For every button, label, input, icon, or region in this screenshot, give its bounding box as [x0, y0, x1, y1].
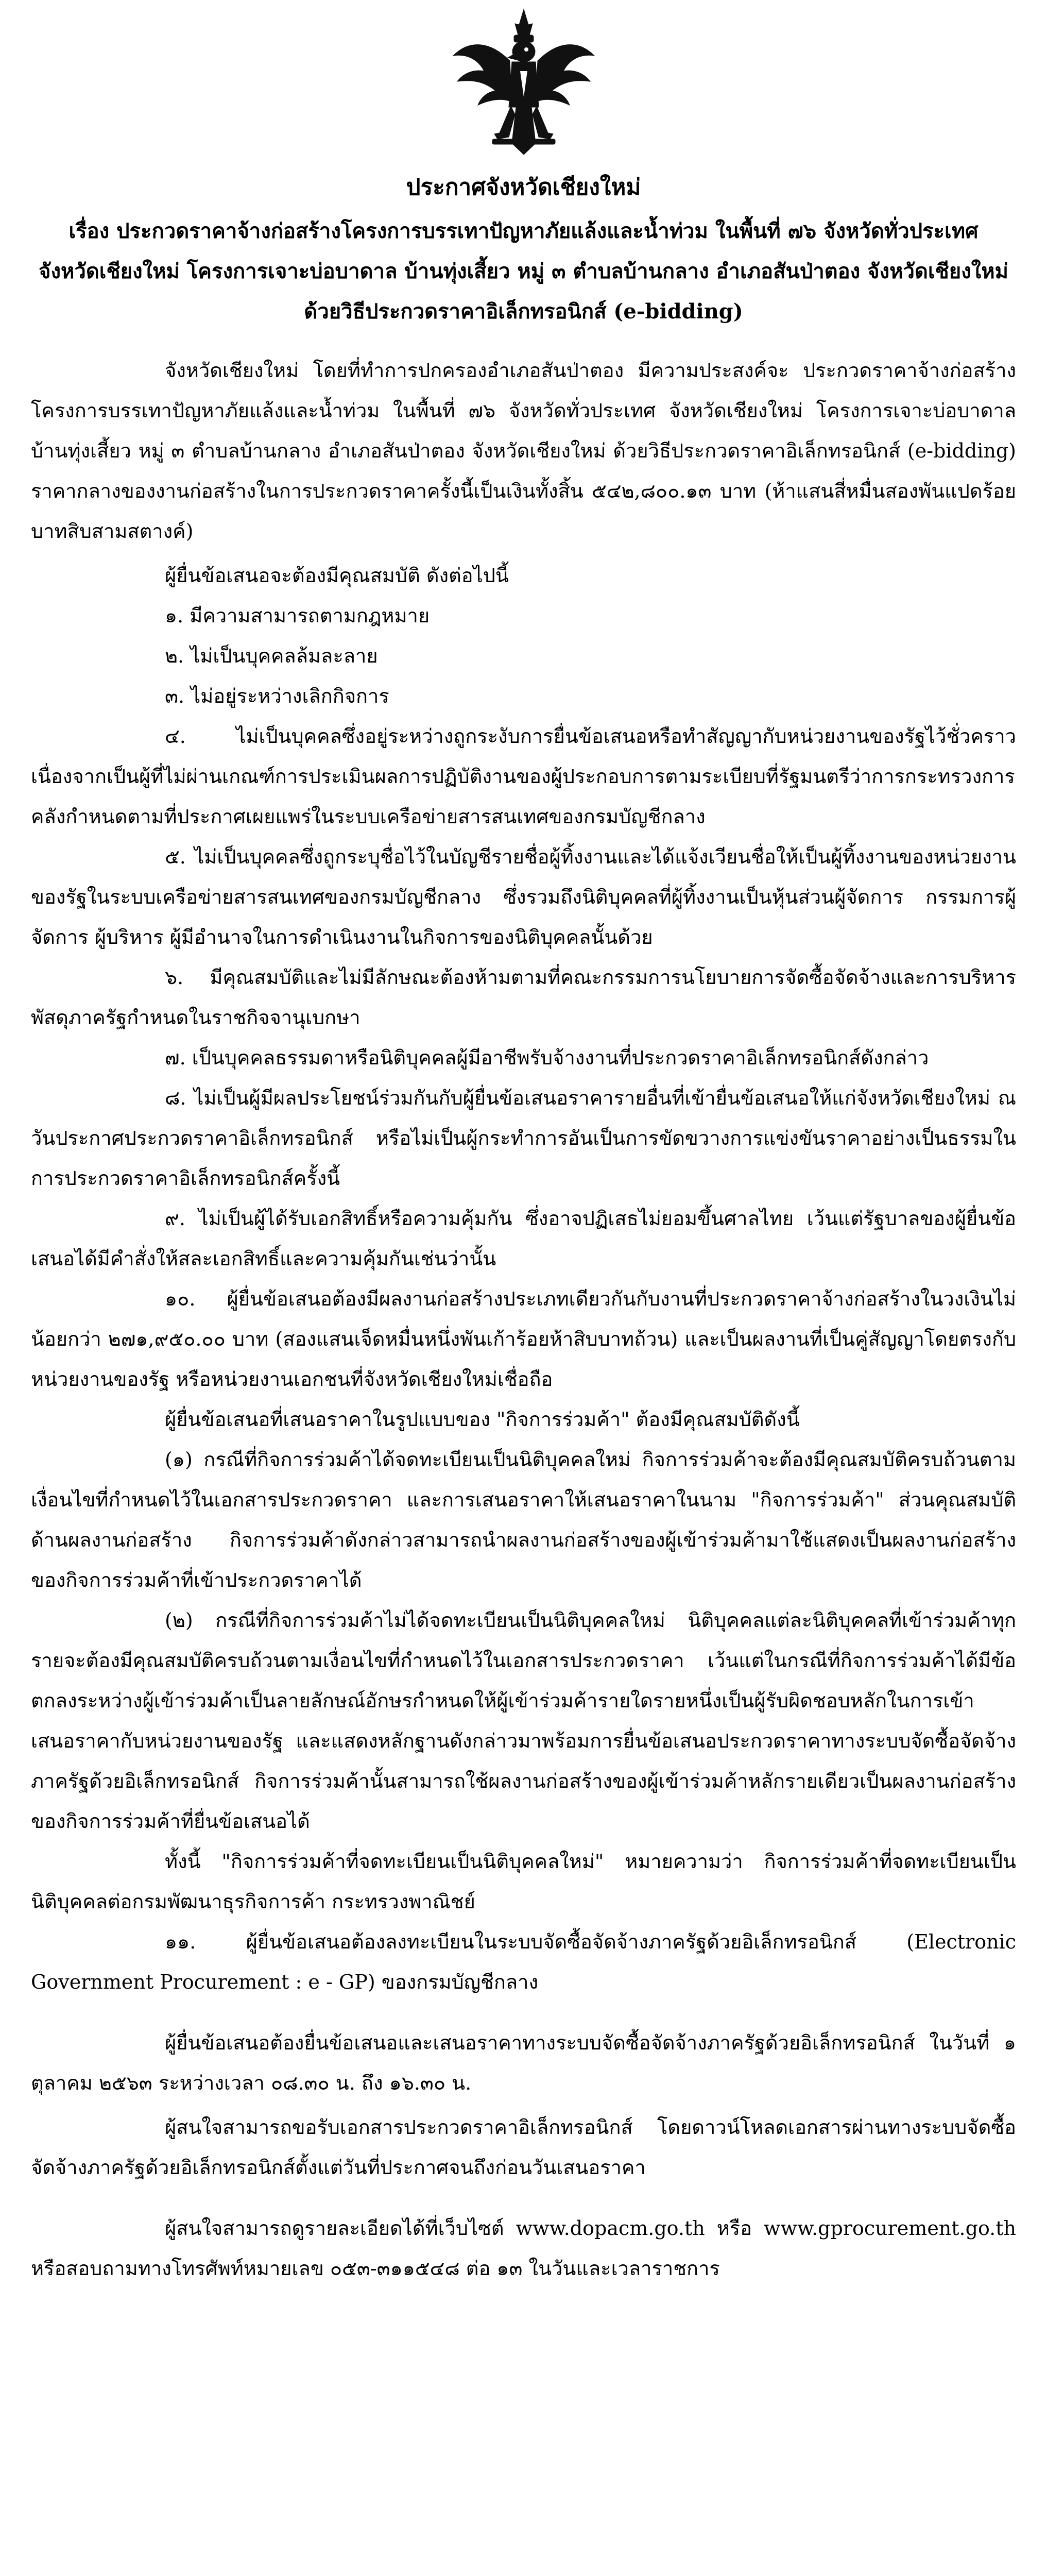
announcement-body	[31, 350, 1016, 2289]
joint-venture-definition: ทั้งนี้ "กิจการร่วมค้าที่จดทะเบียนเป็นนิติบุคคลใหม่" หมายความว่า กิจการร่วมค้าที่จดทะเบียนเป็นนิติบุคคลต่อกรมพัฒนาธุรกิจการค้า กระทรวงพาณิชย์	[31, 1850, 1016, 1913]
garuda-emblem-icon	[448, 4, 599, 159]
qualification-item-8: ๘. ไม่เป็นผู้มีผลประโยชน์ร่วมกันกับผู้ยื่นข้อเสนอราคารายอื่นที่เข้ายื่นข้อเสนอให้แก่จังหวัดเชียงใหม่ ณ วันประกาศประกวดราคาอิเล็กทรอนิกส์ หรือไม่เป็นผู้กระทำการอันเป็นการขัดขวางการแข่งขันราคาอย่างเป็นธรรมในการประกวดราคาอิเล็กทรอนิกส์ครั้งนี้	[31, 1087, 1016, 1190]
qualification-item-6: ๖. มีคุณสมบัติและไม่มีลักษณะต้องห้ามตามที่คณะกรรมการนโยบายการจัดซื้อจัดจ้างและการบริหารพัสดุภาครัฐกำหนดในราชกิจจานุเบกษา	[31, 966, 1016, 1029]
subject-line-3: ด้วยวิธีประกวดราคาอิเล็กทรอนิกส์ (e-bidding)	[304, 299, 743, 324]
joint-venture-item-1: (๑) กรณีที่กิจการร่วมค้าได้จดทะเบียนเป็นนิติบุคคลใหม่ กิจการร่วมค้าจะต้องมีคุณสมบัติครบถ้วนตามเงื่อนไขที่กำหนดไว้ในเอกสารประกวดราคา และการเสนอราคาให้เสนอราคาในนาม "กิจการร่วมค้า" ส่วนคุณสมบัติด้านผลงานก่อสร้าง กิจการร่วมค้าดังกล่าวสามารถนำผลงานก่อสร้างของผู้เข้าร่วมค้ามาใช้แสดงเป็นผลงานก่อสร้างของกิจการร่วมค้าที่เข้าประกวดราคาได้	[31, 1448, 1016, 1591]
qualification-item-4: ๔. ไม่เป็นบุคคลซึ่งอยู่ระหว่างถูกระงับการยื่นข้อเสนอหรือทำสัญญากับหน่วยงานของรัฐไว้ชั่วคราว เนื่องจากเป็นผู้ที่ไม่ผ่านเกณฑ์การประเมินผลการปฏิบัติงานของผู้ประกอบการตามระเบียบที่รัฐมนตรีว่าการกระทรวงการคลังกำหนดตามที่ประกาศเผยแพร่ในระบบเครือข่ายสารสนเทศของกรมบัญชีกลาง	[31, 725, 1016, 828]
announcement-subject	[31, 211, 1016, 332]
announcement-title: ประกาศจังหวัดเชียงใหม่	[406, 174, 641, 200]
contact-paragraph: ผู้สนใจสามารถดูรายละเอียดได้ที่เว็บไซต์ www.dopacm.go.th หรือ www.gprocurement.go.th หรือสอบถามทางโทรศัพท์หมายเลข ๐๕๓-๓๑๑๕๔๘ ต่อ ๑๓ ในวันและเวลาราชการ	[31, 2217, 1016, 2280]
qualification-item-11: ๑๑. ผู้ยื่นข้อเสนอต้องลงทะเบียนในระบบจัดซื้อจัดจ้างภาครัฐด้วยอิเล็กทรอนิกส์ (Electronic Government Procurement : e - GP) ของกรมบัญชีกลาง	[31, 1930, 1016, 1993]
joint-venture-heading: ผู้ยื่นข้อเสนอที่เสนอราคาในรูปแบบของ "กิจการร่วมค้า" ต้องมีคุณสมบัติดังนี้	[165, 1408, 800, 1431]
subject-line-2: จังหวัดเชียงใหม่ โครงการเจาะบ่อบาดาล บ้านทุ่งเสี้ยว หมู่ ๓ ตำบลบ้านกลาง อำเภอสันป่าตอง จังหวัดเชียงใหม่	[39, 259, 1008, 283]
qualification-item-1: ๑. มีความสามารถตามกฎหมาย	[165, 604, 430, 627]
subject-line-1: ประกวดราคาจ้างก่อสร้างโครงการบรรเทาปัญหาภัยแล้งและน้ำท่วม ในพื้นที่ ๗๖ จังหวัดทั่วประเทศ	[116, 219, 979, 243]
qualification-item-5: ๕. ไม่เป็นบุคคลซึ่งถูกระบุชื่อไว้ในบัญชีรายชื่อผู้ทิ้งงานและได้แจ้งเวียนชื่อให้เป็นผู้ทิ้งงานของหน่วยงานของรัฐในระบบเครือข่ายสารสนเทศของกรมบัญชีกลาง ซึ่งรวมถึงนิติบุคคลที่ผู้ทิ้งงานเป็นหุ้นส่วนผู้จัดการ กรรมการผู้จัดการ ผู้บริหาร ผู้มีอำนาจในการดำเนินงานในกิจการของนิติบุคคลนั้นด้วย	[31, 845, 1016, 948]
qualification-heading: ผู้ยื่นข้อเสนอจะต้องมีคุณสมบัติ ดังต่อไปนี้	[165, 564, 509, 587]
intro-paragraph: จังหวัดเชียงใหม่ โดยที่ทำการปกครองอำเภอสันป่าตอง มีความประสงค์จะ ประกวดราคาจ้างก่อสร้าง โครงการบรรเทาปัญหาภัยแล้งและน้ำท่วม ในพื้นที่ ๗๖ จังหวัดทั่วประเทศ จังหวัดเชียงใหม่ โครงการเจาะบ่อบาดาล บ้านทุ่งเสี้ยว หมู่ ๓ ตำบลบ้านกลาง อำเภอสันป่าตอง จังหวัดเชียงใหม่ ด้วยวิธีประกวดราคาอิเล็กทรอนิกส์ (e-bidding) ราคากลางของงานก่อสร้างในการประกวดราคาครั้งนี้เป็นเงินทั้งสิ้น ๕๔๒,๘๐๐.๑๓ บาท (ห้าแสนสี่หมื่นสองพันแปดร้อยบาทสิบสามสตางค์)	[31, 359, 1016, 543]
submission-paragraph: ผู้ยื่นข้อเสนอต้องยื่นข้อเสนอและเสนอราคาทางระบบจัดซื้อจัดจ้างภาครัฐด้วยอิเล็กทรอนิกส์ ในวันที่ ๑ ตุลาคม ๒๕๖๓ ระหว่างเวลา ๐๘.๓๐ น. ถึง ๑๖.๓๐ น.	[31, 2031, 1016, 2094]
qualification-item-3: ๓. ไม่อยู่ระหว่างเลิกกิจการ	[165, 685, 389, 707]
download-paragraph: ผู้สนใจสามารถขอรับเอกสารประกวดราคาอิเล็กทรอนิกส์ โดยดาวน์โหลดเอกสารผ่านทางระบบจัดซื้อจัดจ้างภาครัฐด้วยอิเล็กทรอนิกส์ตั้งแต่วันที่ประกาศจนถึงก่อนวันเสนอราคา	[31, 2116, 1016, 2179]
qualification-item-7: ๗. เป็นบุคคลธรรมดาหรือนิติบุคคลผู้มีอาชีพรับจ้างงานที่ประกวดราคาอิเล็กทรอนิกส์ดังกล่าว	[165, 1046, 929, 1069]
qualification-item-9: ๙. ไม่เป็นผู้ได้รับเอกสิทธิ์หรือความคุ้มกัน ซึ่งอาจปฏิเสธไม่ยอมขึ้นศาลไทย เว้นแต่รัฐบาลของผู้ยื่นข้อเสนอได้มีคำสั่งให้สละเอกสิทธิ์และความคุ้มกันเช่นว่านั้น	[31, 1207, 1016, 1270]
joint-venture-item-2: (๒) กรณีที่กิจการร่วมค้าไม่ได้จดทะเบียนเป็นนิติบุคคลใหม่ นิติบุคคลแต่ละนิติบุคคลที่เข้าร่วมค้าทุกรายจะต้องมีคุณสมบัติครบถ้วนตามเงื่อนไขที่กำหนดไว้ในเอกสารประกวดราคา เว้นแต่ในกรณีที่กิจการร่วมค้าได้มีข้อตกลงระหว่างผู้เข้าร่วมค้าเป็นลายลักษณ์อักษรกำหนดให้ผู้เข้าร่วมค้ารายใดรายหนึ่งเป็นผู้รับผิดชอบหลักในการเข้าเสนอราคากับหน่วยงานของรัฐ และแสดงหลักฐานดังกล่าวมาพร้อมการยื่นข้อเสนอประกวดราคาทางระบบจัดซื้อจัดจ้างภาครัฐด้วยอิเล็กทรอนิกส์ กิจการร่วมค้านั้นสามารถใช้ผลงานก่อสร้างของผู้เข้าร่วมค้าหลักรายเดียวเป็นผลงานก่อสร้างของกิจการร่วมค้าที่ยื่นข้อเสนอได้	[31, 1609, 1016, 1833]
subject-label: เรื่อง	[68, 219, 110, 243]
qualification-item-10: ๑๐. ผู้ยื่นข้อเสนอต้องมีผลงานก่อสร้างประเภทเดียวกันกับงานที่ประกวดราคาจ้างก่อสร้างในวงเงินไม่น้อยกว่า ๒๗๑,๙๕๐.๐๐ บาท (สองแสนเจ็ดหมื่นหนึ่งพันเก้าร้อยห้าสิบบาทถ้วน) และเป็นผลงานที่เป็นคู่สัญญาโดยตรงกับหน่วยงานของรัฐ หรือหน่วยงานเอกชนที่จังหวัดเชียงใหม่เชื่อถือ	[31, 1287, 1016, 1391]
qualification-item-2: ๒. ไม่เป็นบุคคลล้มละลาย	[165, 645, 378, 667]
